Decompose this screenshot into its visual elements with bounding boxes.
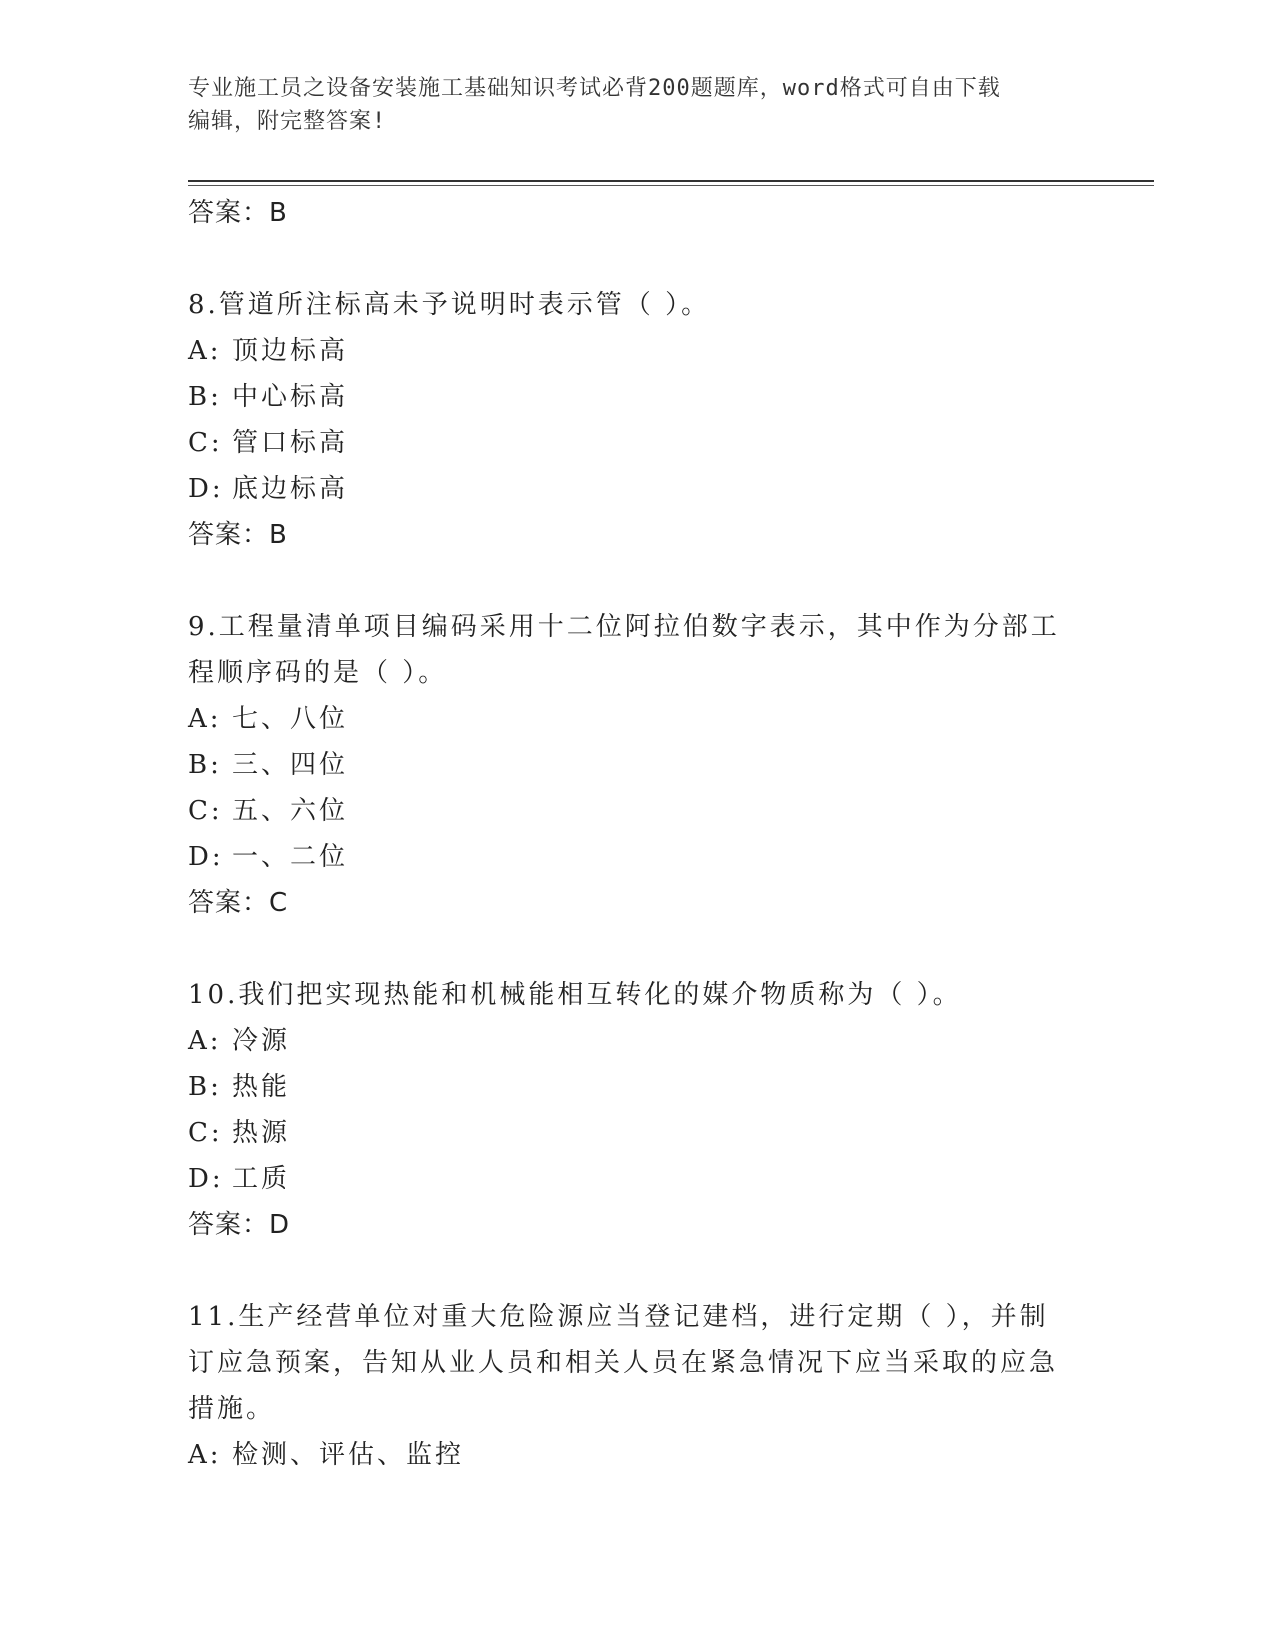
header-rule-thin xyxy=(188,185,1154,186)
spacer xyxy=(188,1248,1068,1294)
option-a xyxy=(188,696,1068,742)
option-letter: B: xyxy=(188,750,222,780)
option-d xyxy=(188,1156,1068,1202)
option-letter: B: xyxy=(188,1072,222,1102)
option-d xyxy=(188,466,1068,512)
option-letter: D: xyxy=(188,474,224,504)
option-letter: D: xyxy=(188,1164,224,1194)
option-letter: A: xyxy=(188,704,222,734)
option-text: 顶边标高 xyxy=(232,336,349,366)
option-letter: A: xyxy=(188,1026,222,1056)
question-text: 11.生产经营单位对重大危险源应当登记建档，进行定期（ ），并制 xyxy=(188,1302,1049,1332)
option-text: 中心标高 xyxy=(232,382,349,412)
question-block xyxy=(188,1294,1068,1478)
option-text: 热源 xyxy=(232,1118,291,1148)
spacer xyxy=(188,558,1068,604)
option-letter: C: xyxy=(188,428,223,458)
option-b xyxy=(188,374,1068,420)
question-text: 订应急预案，告知从业人员和相关人员在紧急情况下应当采取的应急 xyxy=(188,1348,1059,1378)
answer-line: 答案：B xyxy=(188,520,288,550)
spacer xyxy=(188,236,1068,282)
header-line-1: 专业施工员之设备安装施工基础知识考试必背200题题库，word格式可自由下载 xyxy=(188,76,1001,101)
document-header xyxy=(188,72,1068,138)
option-text: 底边标高 xyxy=(232,474,349,504)
question-block xyxy=(188,972,1068,1248)
question-text: 程顺序码的是（ ）。 xyxy=(188,658,448,688)
option-letter: B: xyxy=(188,382,222,412)
header-line-2: 编辑，附完整答案! xyxy=(188,109,387,134)
option-text: 热能 xyxy=(232,1072,291,1102)
option-c xyxy=(188,788,1068,834)
option-c xyxy=(188,1110,1068,1156)
option-text: 一、二位 xyxy=(232,842,349,872)
header-rule-thick xyxy=(188,180,1154,182)
question-text: 8.管道所注标高未予说明时表示管（ ）。 xyxy=(188,290,711,320)
option-letter: A: xyxy=(188,336,222,366)
spacer xyxy=(188,926,1068,972)
option-text: 五、六位 xyxy=(232,796,349,826)
question-block xyxy=(188,604,1068,926)
question-text: 10.我们把实现热能和机械能相互转化的媒介物质称为（ ）。 xyxy=(188,980,962,1010)
question-text: 措施。 xyxy=(188,1394,276,1424)
option-letter: D: xyxy=(188,842,224,872)
answer-line: 答案：D xyxy=(188,1210,291,1240)
option-letter: A: xyxy=(188,1440,222,1470)
option-letter: C: xyxy=(188,796,223,826)
option-b xyxy=(188,742,1068,788)
option-text: 七、八位 xyxy=(232,704,349,734)
option-text: 冷源 xyxy=(232,1026,291,1056)
option-text: 检测、评估、监控 xyxy=(232,1440,465,1470)
option-b xyxy=(188,1064,1068,1110)
question-block xyxy=(188,282,1068,558)
option-a xyxy=(188,1432,1068,1478)
option-c xyxy=(188,420,1068,466)
option-text: 三、四位 xyxy=(232,750,349,780)
option-a xyxy=(188,1018,1068,1064)
document-body xyxy=(188,190,1068,1478)
option-d xyxy=(188,834,1068,880)
answer-line: 答案：C xyxy=(188,888,289,918)
option-text: 管口标高 xyxy=(232,428,349,458)
option-letter: C: xyxy=(188,1118,223,1148)
option-a xyxy=(188,328,1068,374)
question-text: 9.工程量清单项目编码采用十二位阿拉伯数字表示，其中作为分部工 xyxy=(188,612,1060,642)
option-text: 工质 xyxy=(232,1164,291,1194)
previous-answer: 答案：B xyxy=(188,198,288,228)
